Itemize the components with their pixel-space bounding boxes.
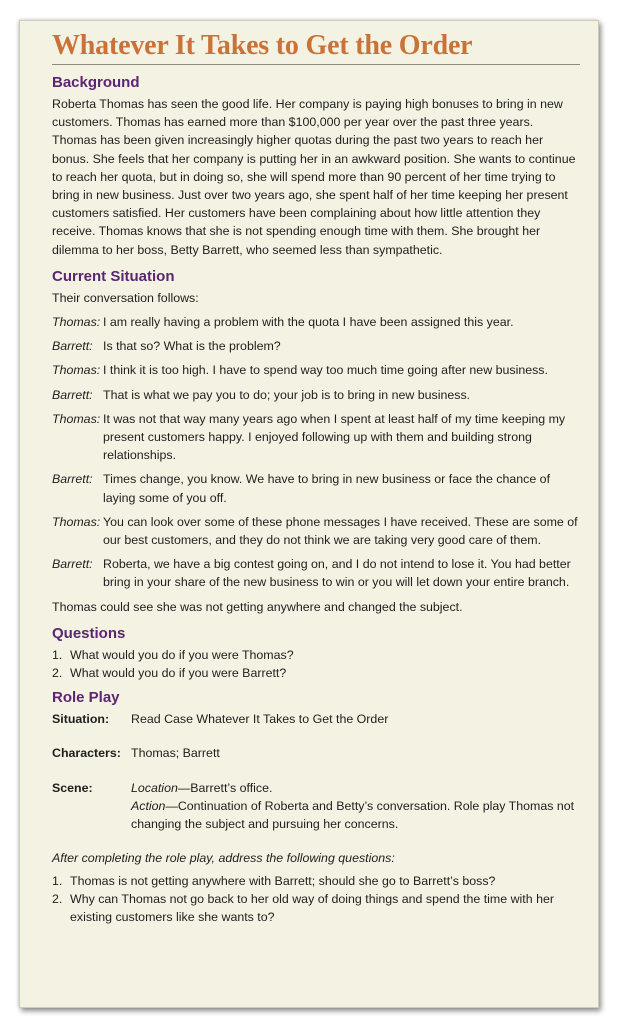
characters-label: Characters: <box>52 746 121 761</box>
location-lead: Location <box>131 780 178 795</box>
characters-row <box>52 744 580 762</box>
dialogue-speaker: Thomas: <box>52 411 101 426</box>
conversation-intro: Their conversation follows: <box>52 290 199 305</box>
after-questions-list <box>52 872 580 927</box>
dialogue-line <box>52 470 580 506</box>
question-item <box>52 646 580 664</box>
action-text: —Continuation of Roberta and Betty’s conversation. Role play Thomas not changing the subject and pursuing her concerns. <box>131 798 575 832</box>
questions-list <box>52 646 580 682</box>
dialogue-line <box>52 410 580 465</box>
dialogue-line <box>52 313 580 331</box>
dialogue-speaker: Barrett: <box>52 339 93 354</box>
after-question-text: Why can Thomas not go back to her old way of doing things and spend the time with her existing customers like she wants to? <box>70 891 554 924</box>
current-situation-section <box>52 267 580 616</box>
dialogue-text: Roberta, we have a big contest going on, and I do not intend to lose it. You had better bring in your share of the new business to win or you will let down your entire branch. <box>103 557 571 590</box>
case-title: Whatever It Takes to Get the Order <box>52 30 473 61</box>
scene-row <box>52 779 580 834</box>
dialogue-speaker: Barrett: <box>52 472 93 487</box>
after-question-number: 1. <box>52 873 63 888</box>
background-text: Roberta Thomas has seen the good life. Her company is paying high bonuses to bring in new customers. Thomas has earned more than $100,000 per year over the past three years. Thomas has been given increasingly higher quotas during the past two years to reach her bonus. She feels that her company is putting her in an awkward position. She wants to continue to reach her quota, but in doing so, she will spend more than 90 percent of her time trying to bring in new business. Just over two years ago, she spent half of her time keeping her present customers satisfied. Her customers have been complaining about how little attention they receive. Thomas knows that she is not spending enough time with them. She brought her dilemma to her boss, Betty Barrett, who seemed less than sympathetic. <box>52 97 576 257</box>
dialogue-line <box>52 361 580 379</box>
question-number: 1. <box>52 647 63 662</box>
title-rule <box>52 64 580 65</box>
dialogue-speaker: Thomas: <box>52 514 101 529</box>
questions-section <box>52 624 580 682</box>
question-item <box>52 664 580 682</box>
dialogue-text: You can look over some of these phone messages I have received. These are some of our best customers, and they do not think we are taking very good care of them. <box>103 514 578 548</box>
dialogue-text: Times change, you know. We have to bring in new business or face the chance of laying some of you off. <box>103 472 551 505</box>
scene-label: Scene: <box>52 780 93 795</box>
dialogue-speaker: Barrett: <box>52 557 93 572</box>
case-card <box>19 20 599 1008</box>
location-text: —Barrett’s office. <box>177 780 273 795</box>
dialogue-line <box>52 386 580 404</box>
after-question-item <box>52 890 580 926</box>
dialogue-text: That is what we pay you to do; your job is to bring in new business. <box>103 387 471 402</box>
dialogue-line <box>52 337 580 355</box>
situation-closing: Thomas could see she was not getting anywhere and changed the subject. <box>52 599 463 614</box>
question-number: 2. <box>52 666 63 681</box>
after-question-text: Thomas is not getting anywhere with Barrett; should she go to Barrett’s boss? <box>70 873 496 888</box>
scene-details <box>131 779 580 834</box>
situation-row <box>52 710 580 728</box>
dialogue-line <box>52 555 580 591</box>
questions-heading: Questions <box>52 624 126 642</box>
background-heading: Background <box>52 74 140 91</box>
after-role-play-text: After completing the role play, address the following questions: <box>52 851 395 866</box>
scene-action <box>131 797 580 833</box>
characters-text: Thomas; Barrett <box>131 746 220 761</box>
dialogue-speaker: Thomas: <box>52 315 101 330</box>
question-text: What would you do if you were Barrett? <box>70 666 287 681</box>
dialogue-text: Is that so? What is the problem? <box>103 339 281 354</box>
question-text: What would you do if you were Thomas? <box>70 647 294 662</box>
after-question-item <box>52 872 580 890</box>
action-lead: Action <box>131 798 166 813</box>
dialogue-text: I think it is too high. I have to spend way too much time going after new business. <box>103 363 548 378</box>
dialogue-line <box>52 513 580 549</box>
dialogue-text: I am really having a problem with the quota I have been assigned this year. <box>103 315 514 330</box>
after-question-number: 2. <box>52 891 63 906</box>
dialogue-speaker: Thomas: <box>52 363 101 378</box>
current-situation-heading: Current Situation <box>52 267 175 285</box>
role-play-section <box>52 688 580 926</box>
situation-text: Read Case Whatever It Takes to Get the Order <box>131 712 389 727</box>
situation-label: Situation: <box>52 712 110 727</box>
scene-location <box>131 779 580 797</box>
dialogue-speaker: Barrett: <box>52 387 93 402</box>
background-section <box>52 73 580 259</box>
role-play-heading: Role Play <box>52 689 120 707</box>
dialogue-text: It was not that way many years ago when I spent at least half of my time keeping my present customers happy. I enjoyed following up with them and building strong relationships. <box>103 411 566 463</box>
